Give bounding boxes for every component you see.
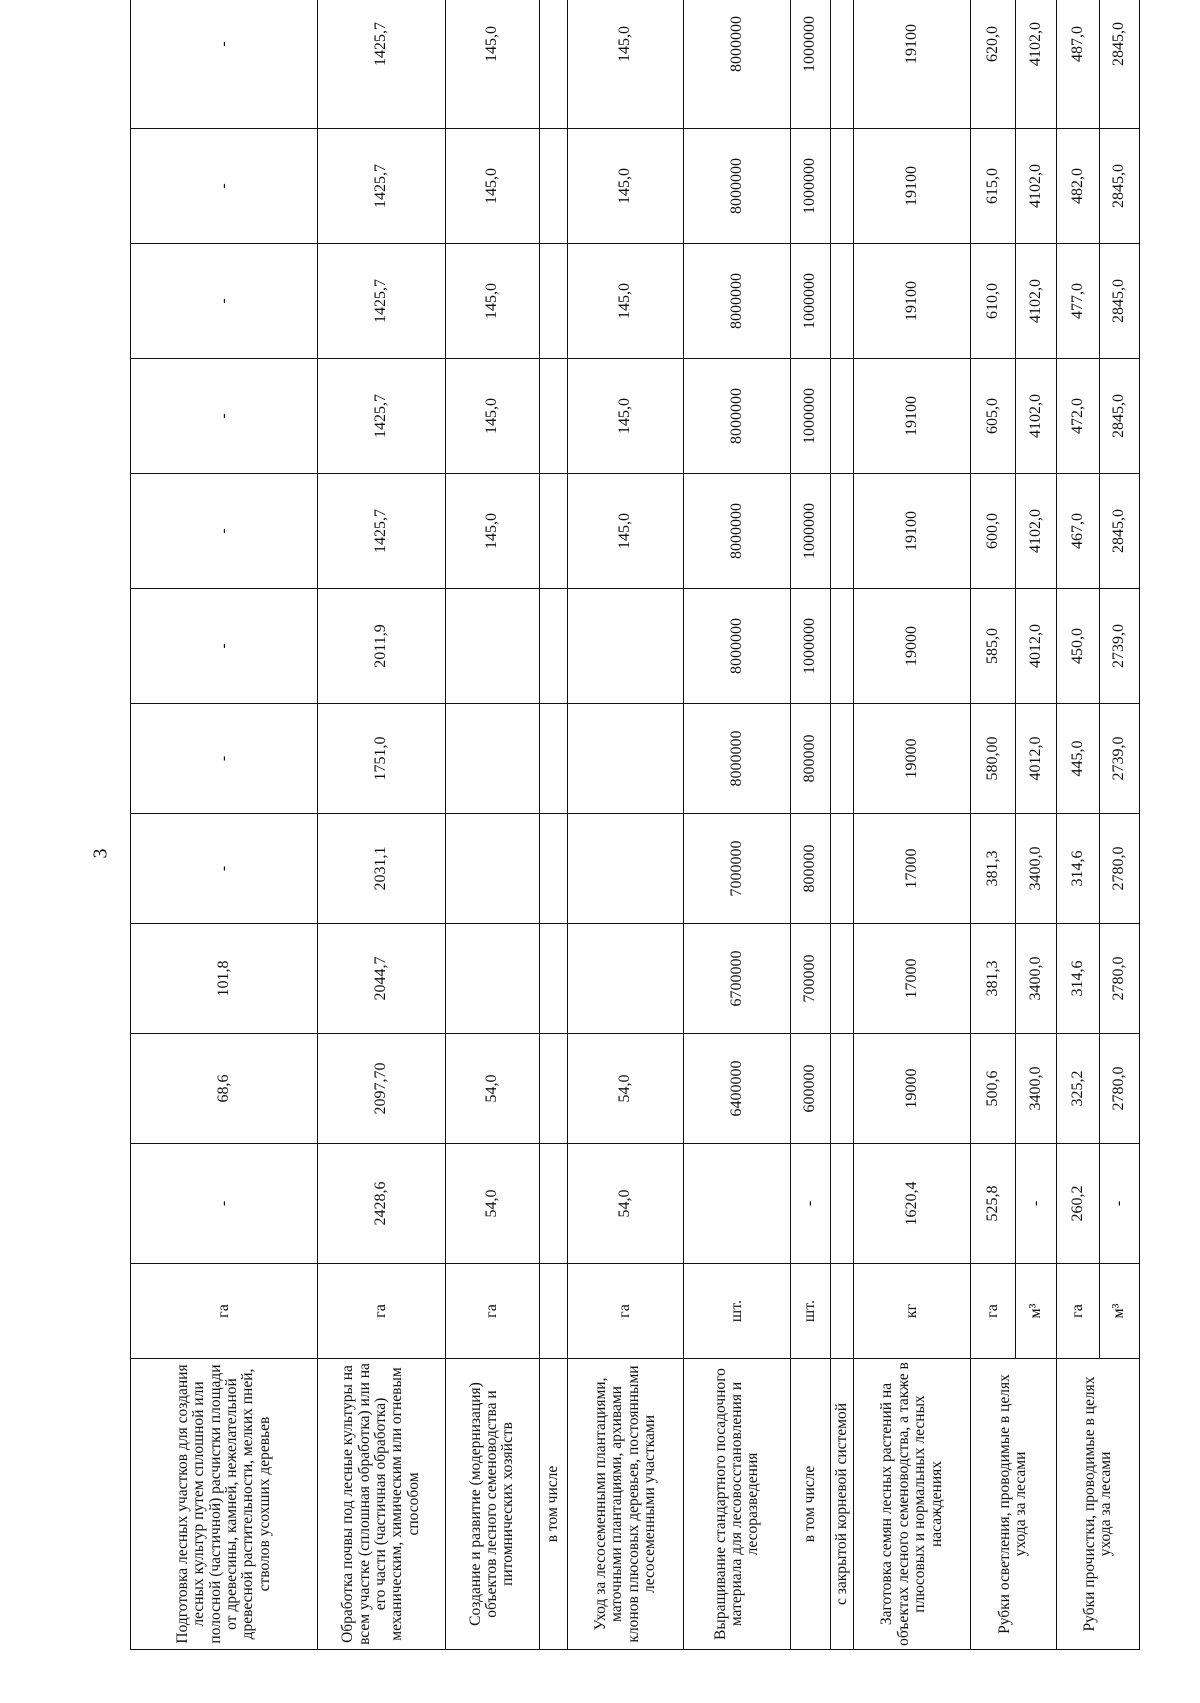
value-cell: 477,0 bbox=[1056, 244, 1100, 359]
value-cell: - bbox=[131, 1144, 318, 1264]
value-cell: 615,0 bbox=[970, 129, 1016, 244]
value-cell: 482,0 bbox=[1056, 129, 1100, 244]
value-cell: 1425,7 bbox=[317, 129, 445, 244]
value-cell: 19100 bbox=[854, 244, 970, 359]
value-cell: 8000000 bbox=[684, 589, 791, 704]
value-cell: 145,0 bbox=[445, 0, 539, 129]
value-cell: - bbox=[1016, 1144, 1056, 1264]
value-cell: 700000 bbox=[791, 924, 830, 1034]
value-cell: 2845,0 bbox=[1100, 0, 1140, 129]
value-cell bbox=[539, 474, 567, 589]
value-cell: 145,0 bbox=[567, 0, 683, 129]
value-cell: 2097,70 bbox=[317, 1034, 445, 1144]
unit-cell: га bbox=[567, 1264, 683, 1359]
value-cell: 19100 bbox=[854, 474, 970, 589]
table-row bbox=[830, 0, 854, 1650]
value-cell: 580,00 bbox=[970, 704, 1016, 814]
table-row bbox=[131, 0, 318, 1650]
table-row bbox=[445, 0, 539, 1650]
table-row bbox=[970, 0, 1016, 1650]
value-cell: 145,0 bbox=[567, 129, 683, 244]
activity-name-cell: Рубки осветления, проводимые в целях ухода за лесами bbox=[970, 1359, 1056, 1650]
value-cell: 4102,0 bbox=[1016, 474, 1056, 589]
value-cell: 1751,0 bbox=[317, 704, 445, 814]
value-cell: 2845,0 bbox=[1100, 244, 1140, 359]
value-cell: 8000000 bbox=[684, 244, 791, 359]
value-cell bbox=[567, 814, 683, 924]
value-cell: 800000 bbox=[791, 814, 830, 924]
value-cell: 2780,0 bbox=[1100, 1034, 1140, 1144]
value-cell: 7000000 bbox=[684, 814, 791, 924]
value-cell bbox=[445, 924, 539, 1034]
table-row bbox=[854, 0, 970, 1650]
value-cell: 19100 bbox=[854, 359, 970, 474]
activity-name-cell: Создание и развитие (модернизация) объектов лесного семеноводства и питомнических хозяйств bbox=[445, 1359, 539, 1650]
unit-cell bbox=[830, 1264, 854, 1359]
value-cell: - bbox=[1100, 1144, 1140, 1264]
value-cell bbox=[567, 704, 683, 814]
value-cell bbox=[830, 1144, 854, 1264]
value-cell: 600000 bbox=[791, 1034, 830, 1144]
value-cell: 1000000 bbox=[791, 0, 830, 129]
value-cell bbox=[830, 474, 854, 589]
unit-cell: га bbox=[131, 1264, 318, 1359]
value-cell: 6700000 bbox=[684, 924, 791, 1034]
value-cell: 19100 bbox=[854, 0, 970, 129]
value-cell: 145,0 bbox=[567, 244, 683, 359]
value-cell: 145,0 bbox=[445, 474, 539, 589]
value-cell: 1425,7 bbox=[317, 244, 445, 359]
value-cell bbox=[539, 589, 567, 704]
value-cell: 2031,1 bbox=[317, 814, 445, 924]
value-cell: 610,0 bbox=[970, 244, 1016, 359]
value-cell: 54,0 bbox=[567, 1034, 683, 1144]
activity-name-cell: Рубки прочистки, проводимые в целях ухода за лесами bbox=[1056, 1359, 1139, 1650]
value-cell: 605,0 bbox=[970, 359, 1016, 474]
unit-cell: шт. bbox=[791, 1264, 830, 1359]
value-cell: 4102,0 bbox=[1016, 0, 1056, 129]
value-cell: 2044,7 bbox=[317, 924, 445, 1034]
value-cell: 2739,0 bbox=[1100, 589, 1140, 704]
value-cell: 101,8 bbox=[131, 924, 318, 1034]
value-cell: 1425,7 bbox=[317, 359, 445, 474]
value-cell: - bbox=[131, 0, 318, 129]
rotated-table-layer bbox=[130, 16, 1140, 1650]
value-cell: 2845,0 bbox=[1100, 129, 1140, 244]
value-cell: 445,0 bbox=[1056, 704, 1100, 814]
value-cell bbox=[830, 704, 854, 814]
table-row bbox=[791, 0, 830, 1650]
unit-cell: кг bbox=[854, 1264, 970, 1359]
value-cell: 4012,0 bbox=[1016, 704, 1056, 814]
value-cell: - bbox=[131, 814, 318, 924]
value-cell: - bbox=[131, 359, 318, 474]
activity-name-cell: Обработка почвы под лесные культуры на всем участке (сплошная обработка) или на его части (частичная обработка) механическим, химическим или огневым способом bbox=[317, 1359, 445, 1650]
activity-name-cell: Уход за лесосеменными плантациями, маточными плантациями, архивами клонов плюсовых деревьев, постоянными лесосеменными участками bbox=[567, 1359, 683, 1650]
table-row bbox=[567, 0, 683, 1650]
value-cell bbox=[830, 359, 854, 474]
unit-cell: га bbox=[1056, 1264, 1100, 1359]
unit-cell: га bbox=[970, 1264, 1016, 1359]
value-cell: 145,0 bbox=[445, 129, 539, 244]
value-cell bbox=[830, 244, 854, 359]
value-cell: 585,0 bbox=[970, 589, 1016, 704]
value-cell: 8000000 bbox=[684, 359, 791, 474]
value-cell bbox=[830, 589, 854, 704]
value-cell: 525,8 bbox=[970, 1144, 1016, 1264]
value-cell: 4102,0 bbox=[1016, 129, 1056, 244]
table-row bbox=[317, 0, 445, 1650]
value-cell: 54,0 bbox=[445, 1144, 539, 1264]
value-cell: 381,3 bbox=[970, 924, 1016, 1034]
value-cell: - bbox=[131, 589, 318, 704]
value-cell bbox=[684, 1144, 791, 1264]
value-cell: 54,0 bbox=[567, 1144, 683, 1264]
value-cell: 145,0 bbox=[567, 359, 683, 474]
value-cell: 1000000 bbox=[791, 474, 830, 589]
value-cell: 2780,0 bbox=[1100, 924, 1140, 1034]
value-cell: 450,0 bbox=[1056, 589, 1100, 704]
value-cell bbox=[539, 129, 567, 244]
unit-cell: м³ bbox=[1100, 1264, 1140, 1359]
value-cell: - bbox=[131, 244, 318, 359]
value-cell bbox=[567, 924, 683, 1034]
value-cell: 4102,0 bbox=[1016, 359, 1056, 474]
value-cell: 1000000 bbox=[791, 589, 830, 704]
table-row bbox=[1056, 0, 1100, 1650]
value-cell: 8000000 bbox=[684, 474, 791, 589]
value-cell: 325,2 bbox=[1056, 1034, 1100, 1144]
value-cell: 2011,9 bbox=[317, 589, 445, 704]
value-cell: 620,0 bbox=[970, 0, 1016, 129]
table-row bbox=[539, 0, 567, 1650]
value-cell: 381,3 bbox=[970, 814, 1016, 924]
value-cell: - bbox=[131, 704, 318, 814]
value-cell bbox=[539, 244, 567, 359]
activity-name-cell: Подготовка лесных участков для создания лесных культур путем сплошной или полосной (частичной) расчистки площади от древесины, камней, нежелательной древесной растительности, мелких пней, стволов усохших деревьев bbox=[131, 1359, 318, 1650]
value-cell bbox=[830, 0, 854, 129]
value-cell: 600,0 bbox=[970, 474, 1016, 589]
value-cell: 2739,0 bbox=[1100, 704, 1140, 814]
value-cell: 487,0 bbox=[1056, 0, 1100, 129]
value-cell: 314,6 bbox=[1056, 814, 1100, 924]
value-cell: - bbox=[131, 474, 318, 589]
value-cell bbox=[830, 1034, 854, 1144]
value-cell bbox=[445, 704, 539, 814]
value-cell: 260,2 bbox=[1056, 1144, 1100, 1264]
value-cell: 68,6 bbox=[131, 1034, 318, 1144]
value-cell: 8000000 bbox=[684, 704, 791, 814]
value-cell bbox=[567, 589, 683, 704]
value-cell: 2845,0 bbox=[1100, 474, 1140, 589]
value-cell: 4012,0 bbox=[1016, 589, 1056, 704]
value-cell: 314,6 bbox=[1056, 924, 1100, 1034]
value-cell: 145,0 bbox=[445, 359, 539, 474]
table-body bbox=[131, 0, 1140, 1650]
activity-name-cell: Выращивание стандартного посадочного материала для лесовосстановления и лесоразведения bbox=[684, 1359, 791, 1650]
table-container bbox=[130, 16, 1140, 1650]
unit-cell bbox=[539, 1264, 567, 1359]
value-cell bbox=[830, 814, 854, 924]
value-cell bbox=[539, 704, 567, 814]
value-cell bbox=[539, 0, 567, 129]
value-cell: 1000000 bbox=[791, 359, 830, 474]
value-cell bbox=[445, 814, 539, 924]
value-cell: 19000 bbox=[854, 1034, 970, 1144]
activity-name-cell: Заготовка семян лесных растений на объектах лесного семеноводства, а также в плюсовых и нормальных лесных насаждениях bbox=[854, 1359, 970, 1650]
value-cell bbox=[830, 924, 854, 1034]
value-cell: 19000 bbox=[854, 704, 970, 814]
value-cell: 1620,4 bbox=[854, 1144, 970, 1264]
activity-name-cell: с закрытой корневой системой bbox=[830, 1359, 854, 1650]
forestry-measures-table bbox=[130, 0, 1140, 1650]
value-cell: 2845,0 bbox=[1100, 359, 1140, 474]
value-cell: 4102,0 bbox=[1016, 244, 1056, 359]
value-cell bbox=[539, 359, 567, 474]
value-cell: 1000000 bbox=[791, 244, 830, 359]
value-cell bbox=[445, 589, 539, 704]
value-cell: 467,0 bbox=[1056, 474, 1100, 589]
value-cell bbox=[539, 1034, 567, 1144]
value-cell: 2428,6 bbox=[317, 1144, 445, 1264]
value-cell: 19100 bbox=[854, 129, 970, 244]
value-cell: 6400000 bbox=[684, 1034, 791, 1144]
value-cell: 3400,0 bbox=[1016, 924, 1056, 1034]
value-cell: 145,0 bbox=[567, 474, 683, 589]
value-cell bbox=[539, 924, 567, 1034]
value-cell: - bbox=[791, 1144, 830, 1264]
value-cell: 1425,7 bbox=[317, 0, 445, 129]
value-cell: 8000000 bbox=[684, 0, 791, 129]
value-cell bbox=[830, 129, 854, 244]
value-cell: 8000000 bbox=[684, 129, 791, 244]
value-cell: 17000 bbox=[854, 924, 970, 1034]
unit-cell: м³ bbox=[1016, 1264, 1056, 1359]
value-cell: 1425,7 bbox=[317, 474, 445, 589]
table-row bbox=[684, 0, 791, 1650]
activity-name-cell: в том числе bbox=[539, 1359, 567, 1650]
value-cell: 500,6 bbox=[970, 1034, 1016, 1144]
value-cell: 17000 bbox=[854, 814, 970, 924]
value-cell: 3400,0 bbox=[1016, 1034, 1056, 1144]
value-cell: 472,0 bbox=[1056, 359, 1100, 474]
unit-cell: шт. bbox=[684, 1264, 791, 1359]
value-cell: 145,0 bbox=[445, 244, 539, 359]
value-cell bbox=[539, 814, 567, 924]
unit-cell: га bbox=[317, 1264, 445, 1359]
unit-cell: га bbox=[445, 1264, 539, 1359]
value-cell: 800000 bbox=[791, 704, 830, 814]
value-cell: 1000000 bbox=[791, 129, 830, 244]
value-cell: 3400,0 bbox=[1016, 814, 1056, 924]
page-number: 3 bbox=[89, 848, 112, 859]
value-cell: - bbox=[131, 129, 318, 244]
activity-name-cell: в том числе bbox=[791, 1359, 830, 1650]
value-cell bbox=[539, 1144, 567, 1264]
value-cell: 19000 bbox=[854, 589, 970, 704]
value-cell: 2780,0 bbox=[1100, 814, 1140, 924]
value-cell: 54,0 bbox=[445, 1034, 539, 1144]
